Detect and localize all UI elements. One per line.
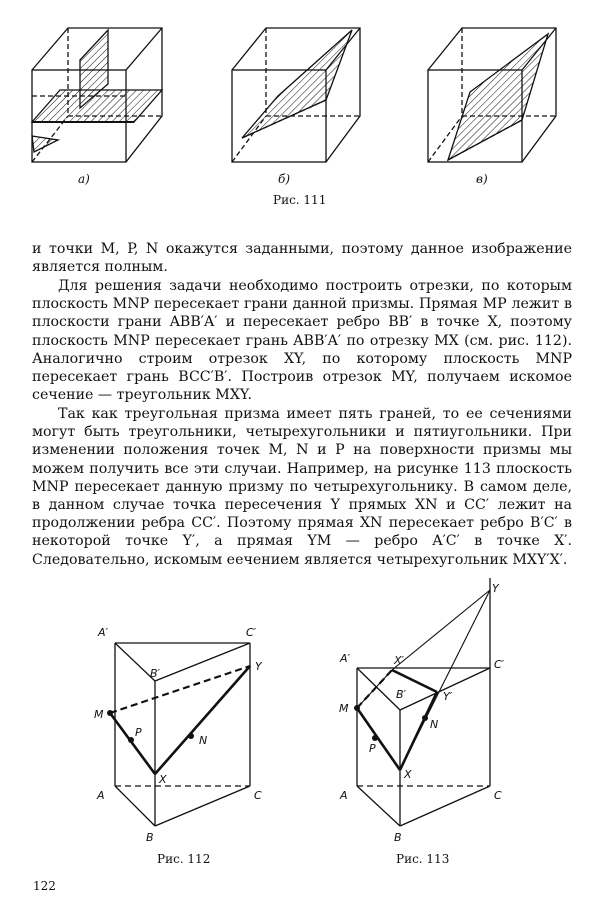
cube-a <box>32 28 162 162</box>
figure-111-caption: Рис. 111 <box>273 193 327 207</box>
label-m: M <box>94 708 104 721</box>
cube-b <box>232 28 360 162</box>
label-a: A <box>340 789 348 802</box>
paragraph-1: и точки M, P, N окажутся заданными, поэтому данное изображение является полным. <box>32 241 572 276</box>
label-b-prime: B′ <box>150 667 161 680</box>
label-b-prime: B′ <box>396 688 407 701</box>
cube-c <box>428 28 556 162</box>
paragraph-3: Так как треугольная призма имеет пять граней, то ее сечениями могут быть треугольники, четырехугольники и пятиугольники. При изменении положения точек M, N и P на поверхности призмы мы можем получить все эти случаи. Например, на рисунке 113 плоскость MNP пересекает данную призму по четырехугольнику. В самом деле, в данном случае точка пересечения Y прямых XN и CC′ лежит на продолжении ребра CC′. Поэтому прямая XN пересекает ребро B′C′ в некоторой точке Y′, а прямая YM — ребро A′C′ в точке X′. Следовательно, искомым еечением является четырехугольник MXY′X′. <box>32 406 572 568</box>
label-y: Y <box>255 660 262 673</box>
label-n: N <box>199 734 208 747</box>
label-m: M <box>339 702 349 715</box>
label-a-prime: A′ <box>340 652 351 665</box>
figure-112 <box>0 570 300 870</box>
figure-113 <box>300 570 600 870</box>
label-a-prime: A′ <box>98 626 109 639</box>
figure-111-label-b: б) <box>278 172 291 186</box>
label-c-prime: C′ <box>246 626 257 639</box>
label-c-prime: C′ <box>494 658 505 671</box>
figure-113-caption: Рис. 113 <box>396 852 450 866</box>
figure-112-caption: Рис. 112 <box>157 852 211 866</box>
label-b: B <box>394 831 402 844</box>
label-p: P <box>369 742 376 755</box>
label-c: C <box>254 789 262 802</box>
label-x-prime: X′ <box>394 654 405 667</box>
label-b: B <box>146 831 154 844</box>
label-y: Y <box>492 582 499 595</box>
paragraph-2: Для решения задачи необходимо построить отрезки, по которым плоскость MNP пересекает грани данной призмы. Прямая MP лежит в плоскости грани ABB′A′ и пересекает ребро BB′ в точке X, поэтому плоскость MNP пересекает грань ABB′A′ по отрезку MX (см. рис. 112). Аналогично строим отрезок XY, по которому плоскость MNP пересекает грань BCC′B′. Построив отрезок MY, получаем искомое сечение — треугольник MXY. <box>32 278 572 404</box>
label-n: N <box>430 718 439 731</box>
figure-111-label-a: а) <box>78 172 90 186</box>
label-x: X <box>404 768 412 781</box>
label-a: A <box>97 789 105 802</box>
label-p: P <box>135 726 142 739</box>
page-number: 122 <box>33 879 56 893</box>
label-x: X <box>159 773 167 786</box>
figure-111-label-c: в) <box>476 172 488 186</box>
label-y-prime: Y′ <box>443 690 453 703</box>
label-c: C <box>494 789 502 802</box>
